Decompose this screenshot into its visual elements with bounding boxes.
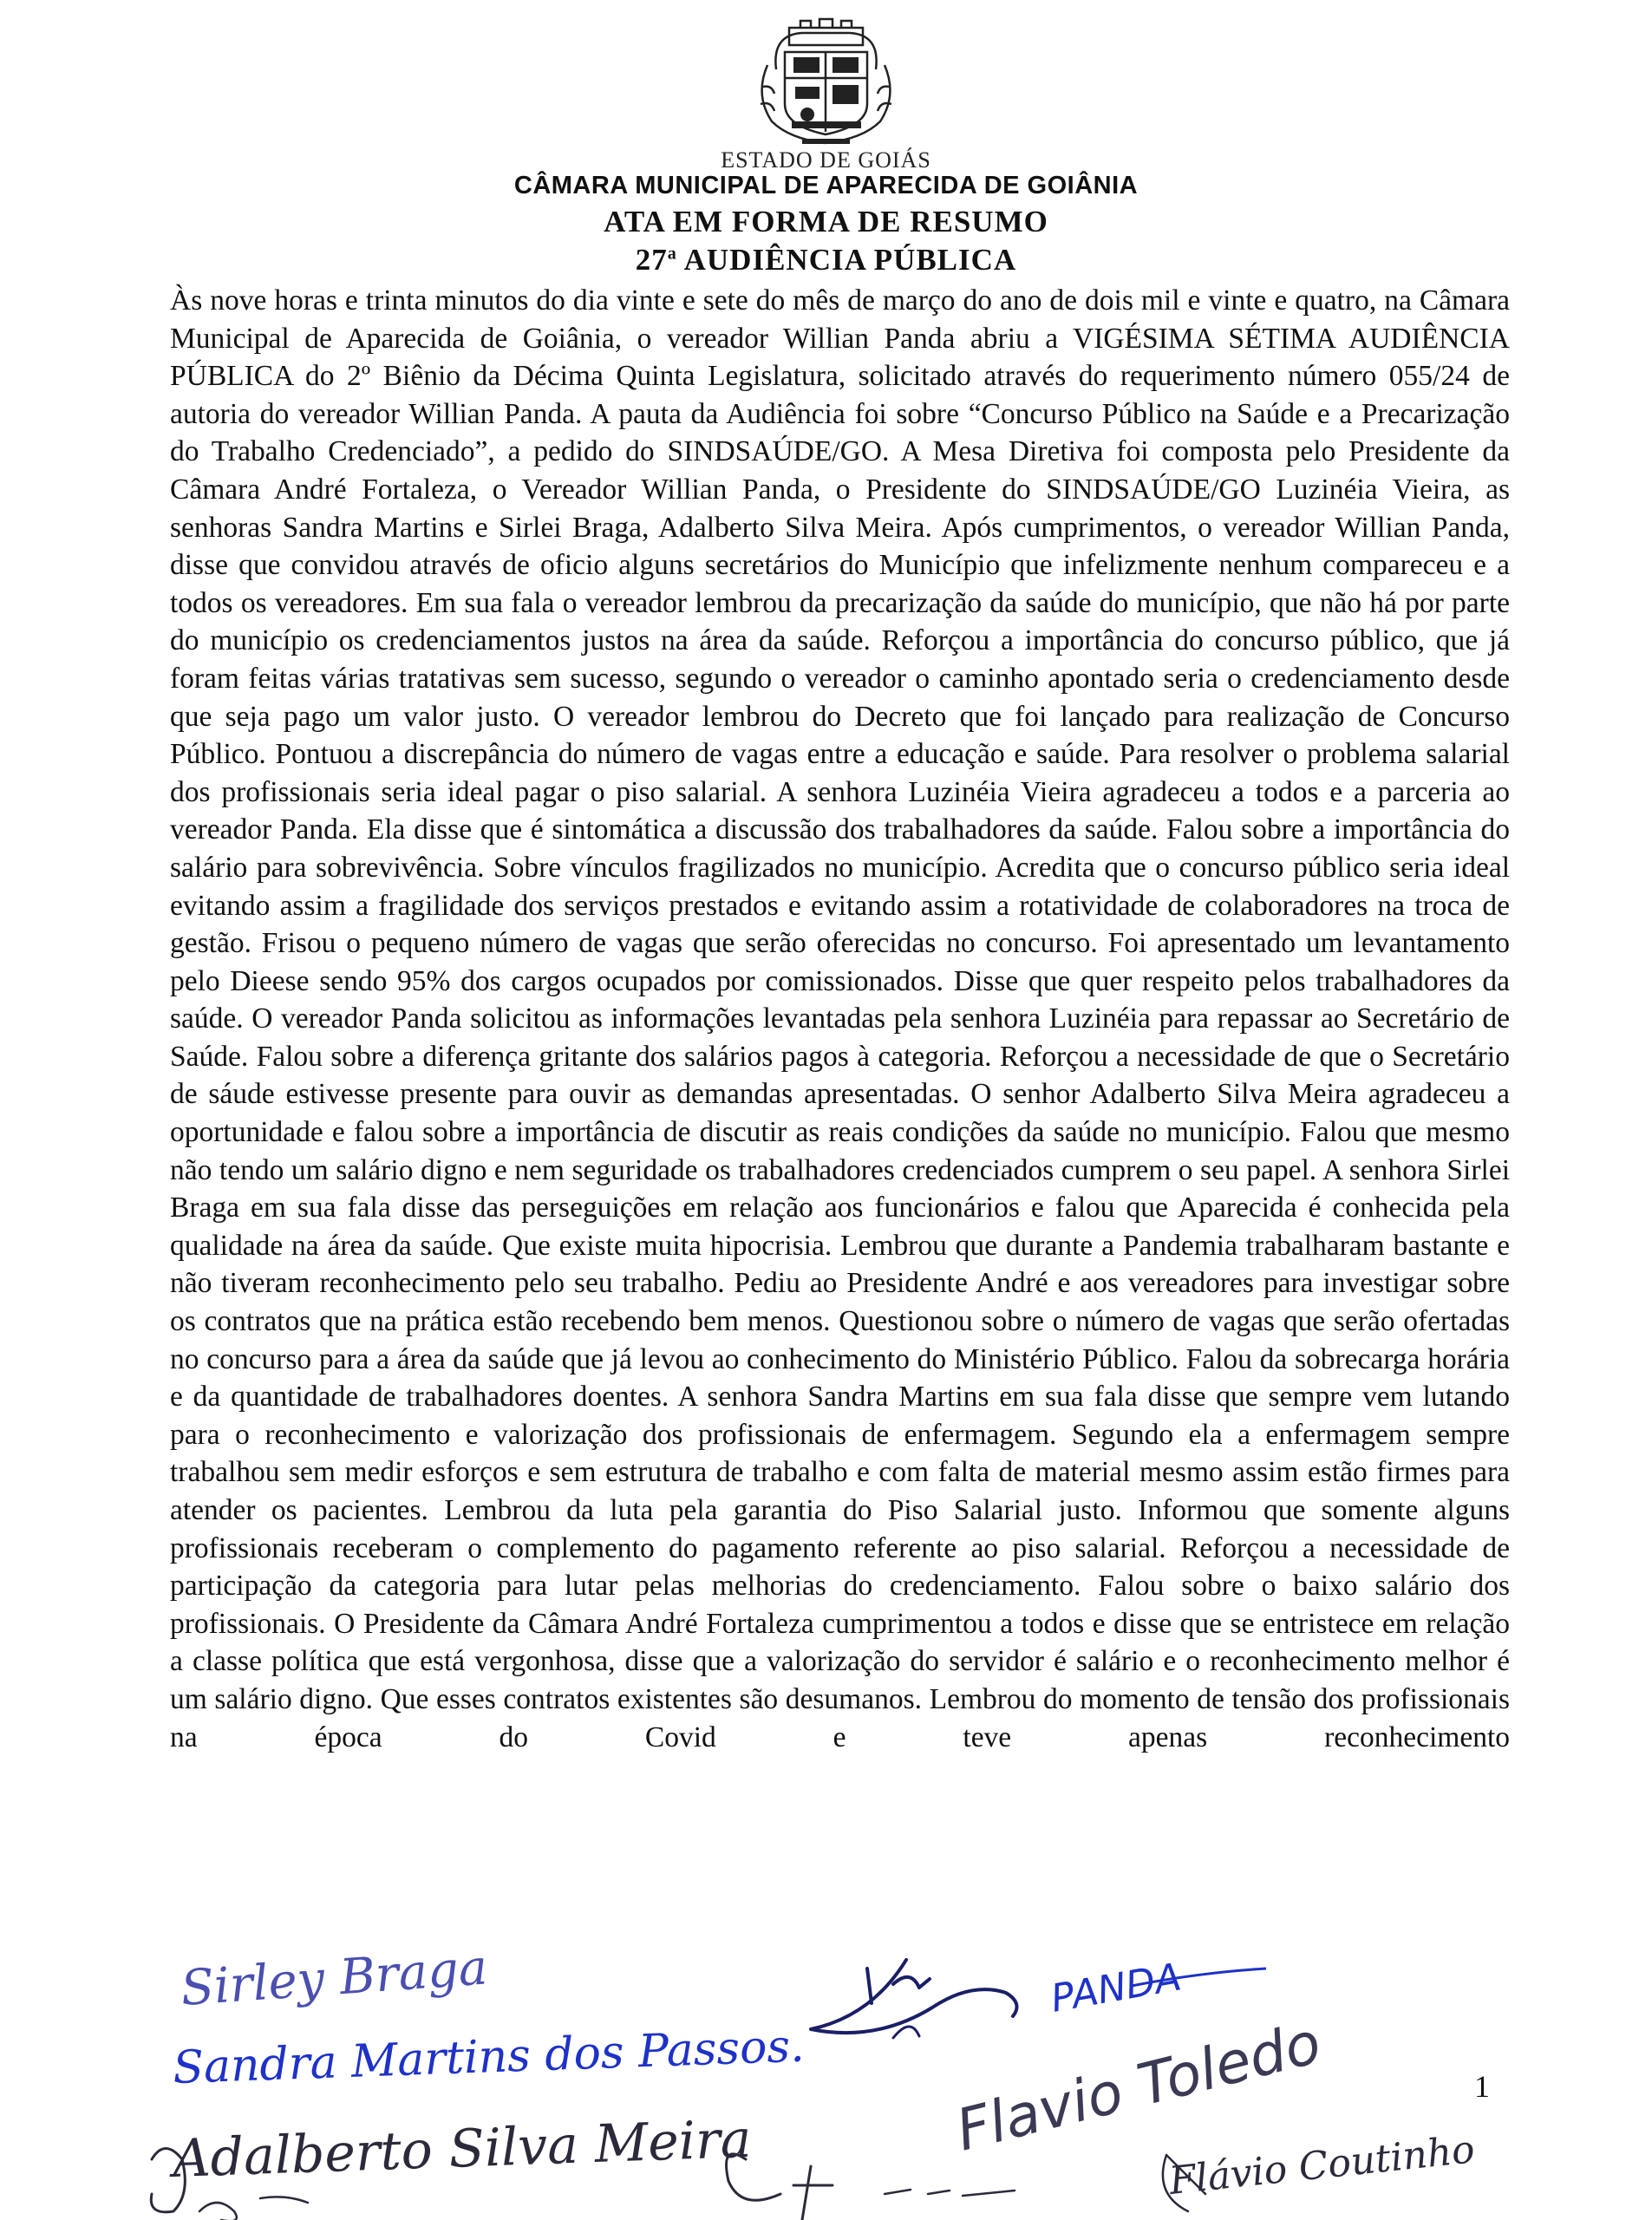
- signature-panda: [1048, 1955, 1266, 2021]
- municipal-coat-of-arms-icon: [750, 17, 902, 147]
- minutes-body: Às nove horas e trinta minutos do dia vinte e sete do mês de março do ano de dois mil e vinte e quatro, na Câmara Municipal de Aparecida de Goiânia, o vereador Willian Panda abriu a VIGÉSIMA SÉTIMA AUDIÊNCIA PÚBLICA do 2º Biênio da Décima Quinta Legislatura, solicitado através do requerimento número 055/24 de autoria do vereador Willian Panda. A pauta da Audiência foi sobre “Concurso Público na Saúde e a Precarização do Trabalho Credenciado”, a pedido do SINDSAÚDE/GO. A Mesa Diretiva foi composta pelo Presidente da Câmara André Fortaleza, o Vereador Willian Panda, o Presidente do SINDSAÚDE/GO Luzinéia Vieira, as senhoras Sandra Martins e Sirlei Braga, Adalberto Silva Meira. Após cumprimentos, o vereador Willian Panda, disse que convidou através de oficio alguns secretários do Município que infelizmente nenhum compareceu e a todos os vereadores. Em sua fala o vereador lembrou da precarização da saúde do município, que não há por parte do município os credenciamentos justos na área da saúde. Reforçou a importância do concurso público, que já foram feitas várias tratativas sem sucesso, segundo o vereador o caminho apontado seria o credenciamento desde que seja pago um valor justo. O vereador lembrou do Decreto que foi lançado para realização de Concurso Público. Pontuou a discrepância do número de vagas entre a educação e saúde. Para resolver o problema salarial dos profissionais seria ideal pagar o piso salarial. A senhora Luzinéia Vieira agradeceu a todos e a parceria ao vereador Panda. Ela disse que é sintomática a discussão dos trabalhadores da saúde. Falou sobre a importância do salário para sobrevivência. Sobre vínculos fragilizados no município. Acredita que o concurso público seria ideal evitando assim a fragilidade dos serviços prestados e evitando assim a rotatividade de colaboradores na troca de gestão. Frisou o pequeno número de vagas que serão oferecidas no concurso. Foi apresentado um levantamento pelo Dieese sendo 95% dos cargos ocupados por comissionados. Disse que quer respeito pelos trabalhadores da saúde. O vereador Panda solicitou as informações levantadas pela senhora Luzinéia para repassar ao Secretário de Saúde. Falou sobre a diferença gritante dos salários pagos à categoria. Reforçou a necessidade de que o Secretário de sáude estivesse presente para ouvir as demandas apresentadas. O senhor Adalberto Silva Meira agradeceu a oportunidade e falou sobre a importância de discutir as reais condições da saúde no município. Falou que mesmo não tendo um salário digno e nem seguridade os trabalhadores credenciados cumprem o seu papel. A senhora Sirlei Braga em sua fala disse das perseguições em relação aos funcionários e falou que Aparecida é conhecida pela qualidade na área da saúde. Que existe muita hipocrisia. Lembrou que durante a Pandemia trabalharam bastante e não tiveram reconhecimento pelo seu trabalho. Pediu ao Presidente André e aos vereadores para investigar sobre os contratos que na prática estão recebendo bem menos. Questionou sobre o número de vagas que serão ofertadas no concurso para a área da saúde que já levou ao conhecimento do Ministério Público. Falou da sobrecarga horária e da quantidade de trabalhadores doentes. A senhora Sandra Martins em sua fala disse que sempre vem lutando para o reconhecimento e valorização dos profissionais de enfermagem. Segundo ela a enfermagem sempre trabalhou sem medir esforços e sem estrutura de trabalho e com falta de material mesmo assim estão firmes para atender os pacientes. Lembrou da luta pela garantia do Piso Salarial justo. Informou que somente alguns profissionais receberam o complemento do pagamento referente ao piso salarial. Reforçou a necessidade de participação da categoria para lutar pelas melhorias do credenciamento. Falou sobre o baixo salário dos profissionais. O Presidente da Câmara André Fortaleza cumprimentou a todos e disse que se entristece em relação a classe política que está vergonhosa, disse que a valorização do servidor é salário e o reconhecimento melhor é um salário digno. Que esses contratos existentes são desumanos. Lembrou do momento de tensão dos profissionais na época do Covid e teve apenas reconhecimento: [170, 284, 1510, 1753]
- signatures-area: [0, 1934, 1652, 2220]
- state-name: ESTADO DE GOIÁS: [721, 147, 931, 173]
- session-number: 27: [635, 243, 668, 277]
- signature-sandra-text: Sandra Martins dos Passos.: [172, 2020, 806, 2094]
- signature-coutinho-text: Flávio Coutinho: [1166, 2127, 1477, 2204]
- session-ordinal-suffix: a: [667, 244, 677, 264]
- session-title: [0, 243, 1652, 278]
- signature-panda-text: PANDA: [1048, 1955, 1185, 2021]
- page-number: 1: [1474, 2069, 1490, 2104]
- signature-sandra: [172, 2021, 805, 2094]
- signature-adalberto: [167, 2109, 752, 2190]
- document-title: ATA EM FORMA DE RESUMO: [604, 205, 1048, 238]
- signature-flavio-toledo-text: Flavio Toledo: [950, 2008, 1328, 2164]
- chamber-name: CÂMARA MUNICIPAL DE APARECIDA DE GOIÂNIA: [513, 172, 1139, 199]
- session-label: AUDIÊNCIA PÚBLICA: [683, 243, 1017, 277]
- signature-sirley: [179, 1939, 489, 2017]
- signature-adalberto-text: Adalberto Silva Meira: [172, 2108, 753, 2190]
- signature-flavio-toledo: [950, 2009, 1327, 2164]
- signature-sirley-text: Sirley Braga: [179, 1939, 490, 2017]
- signature-coutinho: [1166, 2127, 1477, 2204]
